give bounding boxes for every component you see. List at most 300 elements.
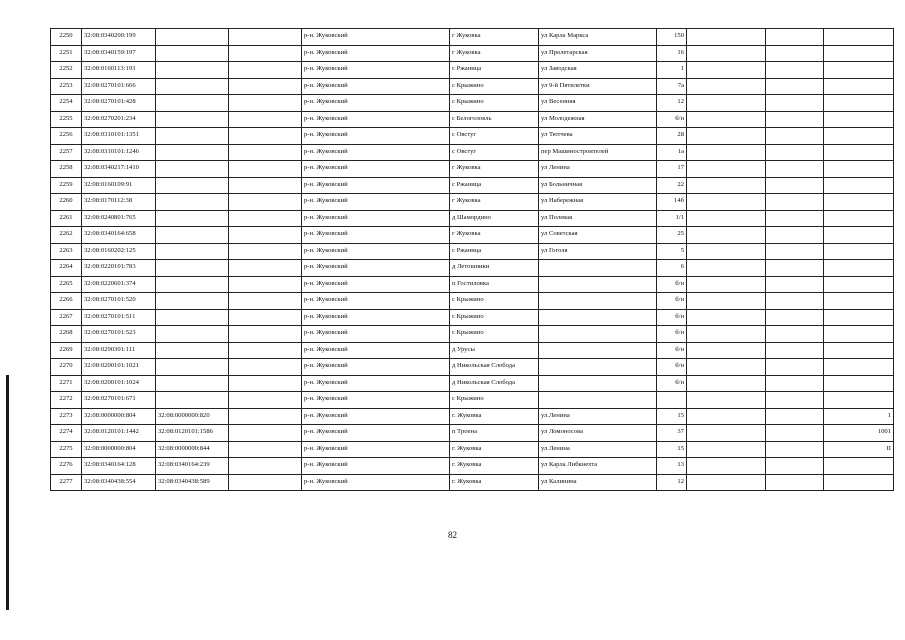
cell-cadastral-number: 32:08:0270101:671: [82, 392, 156, 409]
table-row: [51, 78, 894, 95]
cell-related-cadastral-number: [156, 78, 229, 95]
cell-house-number: 14б: [657, 194, 687, 211]
cell-district: р-н. Жуковский: [302, 45, 450, 62]
cell-cadastral-number: 32:08:0160202:125: [82, 243, 156, 260]
table-row: [51, 342, 894, 359]
cell-extra-column: [229, 95, 302, 112]
cell-column-11: [824, 95, 894, 112]
cell-row-number: 2272: [51, 392, 82, 409]
cell-district: р-н. Жуковский: [302, 62, 450, 79]
cell-extra-column: [229, 474, 302, 491]
cell-street: ул Карла Маркса: [539, 29, 657, 46]
cell-district: р-н. Жуковский: [302, 309, 450, 326]
cell-column-11: 1: [824, 408, 894, 425]
cell-district: р-н. Жуковский: [302, 210, 450, 227]
cell-row-number: 2255: [51, 111, 82, 128]
table-row: [51, 408, 894, 425]
cell-settlement: д Никольская Слобода: [450, 375, 539, 392]
cell-row-number: 2259: [51, 177, 82, 194]
cell-extra-column: [229, 45, 302, 62]
cell-cadastral-number: 32:08:0220601:374: [82, 276, 156, 293]
cell-street: ул Пролетарская: [539, 45, 657, 62]
cell-column-10: [766, 210, 824, 227]
cell-house-number: 28: [657, 128, 687, 145]
cell-column-11: [824, 260, 894, 277]
cell-settlement: с Крыжино: [450, 95, 539, 112]
cell-related-cadastral-number: [156, 29, 229, 46]
cell-street: [539, 276, 657, 293]
cell-district: р-н. Жуковский: [302, 243, 450, 260]
cell-street: ул Калинина: [539, 474, 657, 491]
cell-house-number: 15: [657, 408, 687, 425]
cell-column-9: [687, 342, 766, 359]
cell-column-10: [766, 29, 824, 46]
cell-street: ул Ленина: [539, 161, 657, 178]
cell-column-9: [687, 111, 766, 128]
cell-settlement: г. Жуковка: [450, 458, 539, 475]
cell-street: [539, 342, 657, 359]
cell-column-11: [824, 293, 894, 310]
cell-settlement: с Овстуг: [450, 144, 539, 161]
cell-extra-column: [229, 309, 302, 326]
cell-cadastral-number: 32:08:0340164:128: [82, 458, 156, 475]
cell-street: ул Советская: [539, 227, 657, 244]
cell-street: [539, 326, 657, 343]
cell-street: ул Полевая: [539, 210, 657, 227]
cell-extra-column: [229, 293, 302, 310]
cell-street: ул Заводская: [539, 62, 657, 79]
cell-related-cadastral-number: [156, 95, 229, 112]
cell-row-number: 2251: [51, 45, 82, 62]
cell-row-number: 2266: [51, 293, 82, 310]
cell-column-11: II: [824, 441, 894, 458]
cell-district: р-н. Жуковский: [302, 293, 450, 310]
cell-column-9: [687, 359, 766, 376]
cell-district: р-н. Жуковский: [302, 29, 450, 46]
cell-column-10: [766, 144, 824, 161]
cell-cadastral-number: 32:08:0220101:783: [82, 260, 156, 277]
cell-settlement: д Урусы: [450, 342, 539, 359]
cell-street: пер Машиностроителей: [539, 144, 657, 161]
cell-related-cadastral-number: [156, 359, 229, 376]
cell-house-number: 5: [657, 243, 687, 260]
cell-street: [539, 375, 657, 392]
cell-street: [539, 309, 657, 326]
cell-column-11: [824, 194, 894, 211]
cell-related-cadastral-number: [156, 62, 229, 79]
cell-column-11: [824, 227, 894, 244]
cell-cadastral-number: 32:08:0270201:234: [82, 111, 156, 128]
cell-extra-column: [229, 458, 302, 475]
cell-column-9: [687, 161, 766, 178]
cell-settlement: с Ржаница: [450, 243, 539, 260]
cell-house-number: б/н: [657, 293, 687, 310]
cell-column-9: [687, 210, 766, 227]
cell-street: [539, 359, 657, 376]
cell-extra-column: [229, 210, 302, 227]
table-row: [51, 227, 894, 244]
table-row: [51, 474, 894, 491]
cell-column-11: [824, 45, 894, 62]
cell-house-number: б/н: [657, 326, 687, 343]
cell-house-number: 6: [657, 260, 687, 277]
table-row: [51, 425, 894, 442]
cell-related-cadastral-number: [156, 276, 229, 293]
cell-related-cadastral-number: [156, 227, 229, 244]
cell-row-number: 2258: [51, 161, 82, 178]
cell-row-number: 2252: [51, 62, 82, 79]
cell-settlement: г Жуковка: [450, 227, 539, 244]
cell-extra-column: [229, 78, 302, 95]
cell-house-number: 15: [657, 441, 687, 458]
cell-settlement: д Шамордино: [450, 210, 539, 227]
cell-column-11: [824, 458, 894, 475]
cell-cadastral-number: 32:08:0270101:523: [82, 326, 156, 343]
cell-column-9: [687, 326, 766, 343]
cell-district: р-н. Жуковский: [302, 144, 450, 161]
cell-column-10: [766, 62, 824, 79]
table-row: [51, 293, 894, 310]
cell-extra-column: [229, 194, 302, 211]
cell-column-9: [687, 375, 766, 392]
cell-column-10: [766, 342, 824, 359]
cell-related-cadastral-number: [156, 392, 229, 409]
cell-row-number: 2267: [51, 309, 82, 326]
table-row: [51, 111, 894, 128]
cell-cadastral-number: 32:08:0240801:765: [82, 210, 156, 227]
cell-settlement: с Ржаница: [450, 62, 539, 79]
cell-street: [539, 260, 657, 277]
table-row: [51, 177, 894, 194]
cell-district: р-н. Жуковский: [302, 326, 450, 343]
cell-district: р-н. Жуковский: [302, 276, 450, 293]
cell-district: р-н. Жуковский: [302, 111, 450, 128]
cell-column-10: [766, 194, 824, 211]
cell-column-10: [766, 408, 824, 425]
cell-column-10: [766, 260, 824, 277]
cell-house-number: 37: [657, 425, 687, 442]
cell-column-9: [687, 441, 766, 458]
cell-column-9: [687, 392, 766, 409]
cell-column-11: [824, 144, 894, 161]
cell-district: р-н. Жуковский: [302, 441, 450, 458]
cell-column-9: [687, 194, 766, 211]
cell-house-number: [657, 392, 687, 409]
registry-table: [50, 28, 894, 491]
cell-cadastral-number: 32:08:0340217:1410: [82, 161, 156, 178]
cell-district: р-н. Жуковский: [302, 227, 450, 244]
cell-settlement: п Гостиловка: [450, 276, 539, 293]
cell-row-number: 2269: [51, 342, 82, 359]
cell-column-11: [824, 375, 894, 392]
cell-column-10: [766, 177, 824, 194]
cell-house-number: 1/1: [657, 210, 687, 227]
cell-cadastral-number: 32:08:0270101:511: [82, 309, 156, 326]
cell-settlement: г. Жуковка: [450, 408, 539, 425]
cell-column-9: [687, 177, 766, 194]
cell-street: [539, 293, 657, 310]
cell-extra-column: [229, 359, 302, 376]
cell-column-10: [766, 276, 824, 293]
table-row: [51, 128, 894, 145]
cell-column-11: [824, 62, 894, 79]
cell-cadastral-number: 32:08:0270101:520: [82, 293, 156, 310]
cell-column-11: [824, 111, 894, 128]
cell-column-9: [687, 260, 766, 277]
cell-column-10: [766, 293, 824, 310]
cell-column-9: [687, 276, 766, 293]
cell-column-10: [766, 243, 824, 260]
cell-settlement: г. Жуковка: [450, 441, 539, 458]
cell-column-10: [766, 128, 824, 145]
cell-settlement: г Жуковка: [450, 194, 539, 211]
cell-related-cadastral-number: [156, 260, 229, 277]
cell-column-11: [824, 474, 894, 491]
table-row: [51, 210, 894, 227]
cell-extra-column: [229, 441, 302, 458]
table-row: [51, 95, 894, 112]
cell-column-9: [687, 243, 766, 260]
cell-street: ул 9-й Пятилетки: [539, 78, 657, 95]
cell-column-9: [687, 458, 766, 475]
cell-district: р-н. Жуковский: [302, 458, 450, 475]
cell-related-cadastral-number: [156, 144, 229, 161]
table-row: [51, 62, 894, 79]
cell-column-9: [687, 408, 766, 425]
table-row: [51, 326, 894, 343]
table-row: [51, 375, 894, 392]
cell-district: р-н. Жуковский: [302, 425, 450, 442]
cell-column-10: [766, 458, 824, 475]
cell-street: ул Больничная: [539, 177, 657, 194]
cell-row-number: 2265: [51, 276, 82, 293]
cell-cadastral-number: 32:08:0120101:1442: [82, 425, 156, 442]
cell-related-cadastral-number: [156, 309, 229, 326]
cell-settlement: д Летошники: [450, 260, 539, 277]
cell-column-11: [824, 342, 894, 359]
cell-cadastral-number: 32:08:0340438:554: [82, 474, 156, 491]
cell-extra-column: [229, 260, 302, 277]
cell-column-9: [687, 128, 766, 145]
cell-street: [539, 392, 657, 409]
cell-related-cadastral-number: [156, 177, 229, 194]
cell-house-number: б/н: [657, 309, 687, 326]
cell-row-number: 2268: [51, 326, 82, 343]
cell-column-9: [687, 45, 766, 62]
cell-district: р-н. Жуковский: [302, 359, 450, 376]
cell-related-cadastral-number: 32:08:0000000:820: [156, 408, 229, 425]
cell-row-number: 2263: [51, 243, 82, 260]
cell-cadastral-number: 32:08:0340200:199: [82, 29, 156, 46]
cell-cadastral-number: 32:08:0170112:38: [82, 194, 156, 211]
cell-street: ул.Ленина: [539, 408, 657, 425]
cell-house-number: 1: [657, 62, 687, 79]
cell-row-number: 2274: [51, 425, 82, 442]
cell-row-number: 2277: [51, 474, 82, 491]
table-body: [51, 29, 894, 491]
cell-extra-column: [229, 243, 302, 260]
cell-extra-column: [229, 62, 302, 79]
cell-house-number: 17: [657, 161, 687, 178]
cell-street: ул Ломоносова: [539, 425, 657, 442]
cell-column-10: [766, 474, 824, 491]
cell-extra-column: [229, 161, 302, 178]
cell-row-number: 2260: [51, 194, 82, 211]
cell-related-cadastral-number: [156, 243, 229, 260]
cell-street: ул Карла Либкнехта: [539, 458, 657, 475]
cell-column-10: [766, 227, 824, 244]
table-row: [51, 161, 894, 178]
cell-district: р-н. Жуковский: [302, 375, 450, 392]
cell-settlement: с Белоголовль: [450, 111, 539, 128]
cell-house-number: 12: [657, 95, 687, 112]
cell-cadastral-number: 32:08:0340164:658: [82, 227, 156, 244]
cell-cadastral-number: 32:08:0000000:804: [82, 441, 156, 458]
cell-cadastral-number: 32:08:0270101:666: [82, 78, 156, 95]
cell-cadastral-number: 32:08:0200101:1021: [82, 359, 156, 376]
cell-column-11: [824, 243, 894, 260]
scan-edge-mark: [6, 375, 9, 610]
cell-extra-column: [229, 326, 302, 343]
cell-related-cadastral-number: [156, 111, 229, 128]
cell-column-9: [687, 425, 766, 442]
cell-row-number: 2254: [51, 95, 82, 112]
cell-related-cadastral-number: 32:08:0340164:239: [156, 458, 229, 475]
table-row: [51, 392, 894, 409]
cell-house-number: б/н: [657, 276, 687, 293]
cell-column-9: [687, 62, 766, 79]
cell-extra-column: [229, 276, 302, 293]
cell-column-11: [824, 78, 894, 95]
cell-row-number: 2257: [51, 144, 82, 161]
cell-column-11: [824, 309, 894, 326]
cell-column-11: [824, 177, 894, 194]
cell-house-number: 16: [657, 45, 687, 62]
cell-cadastral-number: 32:08:0270101:428: [82, 95, 156, 112]
table-row: [51, 144, 894, 161]
cell-extra-column: [229, 111, 302, 128]
cell-column-9: [687, 474, 766, 491]
cell-column-10: [766, 78, 824, 95]
cell-column-11: 1001: [824, 425, 894, 442]
cell-house-number: 1а: [657, 144, 687, 161]
cell-related-cadastral-number: [156, 293, 229, 310]
table-row: [51, 359, 894, 376]
cell-column-10: [766, 425, 824, 442]
table-row: [51, 194, 894, 211]
cell-street: ул Весенняя: [539, 95, 657, 112]
table-row: [51, 45, 894, 62]
cell-district: р-н. Жуковский: [302, 408, 450, 425]
cell-related-cadastral-number: [156, 45, 229, 62]
cell-column-10: [766, 95, 824, 112]
cell-related-cadastral-number: [156, 326, 229, 343]
cell-related-cadastral-number: 32:08:0000000:844: [156, 441, 229, 458]
cell-column-10: [766, 45, 824, 62]
cell-row-number: 2264: [51, 260, 82, 277]
cell-cadastral-number: 32:08:0290301:111: [82, 342, 156, 359]
cell-column-10: [766, 161, 824, 178]
cell-settlement: г Жуковка: [450, 161, 539, 178]
cell-house-number: б/н: [657, 111, 687, 128]
table-row: [51, 260, 894, 277]
cell-row-number: 2273: [51, 408, 82, 425]
cell-extra-column: [229, 29, 302, 46]
cell-extra-column: [229, 375, 302, 392]
cell-cadastral-number: 32:08:0310101:1351: [82, 128, 156, 145]
cell-related-cadastral-number: 32:08:0120101:1586: [156, 425, 229, 442]
cell-house-number: 12: [657, 474, 687, 491]
cell-settlement: г. Жуковка: [450, 474, 539, 491]
cell-district: р-н. Жуковский: [302, 194, 450, 211]
cell-column-11: [824, 210, 894, 227]
table-row: [51, 243, 894, 260]
page-number: 82: [448, 530, 457, 540]
cell-district: р-н. Жуковский: [302, 342, 450, 359]
cell-street: ул.Ленина: [539, 441, 657, 458]
cell-extra-column: [229, 342, 302, 359]
cell-row-number: 2275: [51, 441, 82, 458]
cell-column-10: [766, 309, 824, 326]
cell-row-number: 2271: [51, 375, 82, 392]
cell-extra-column: [229, 227, 302, 244]
cell-district: р-н. Жуковский: [302, 95, 450, 112]
cell-column-11: [824, 128, 894, 145]
cell-related-cadastral-number: [156, 194, 229, 211]
cell-extra-column: [229, 128, 302, 145]
cell-settlement: д Никольская Слобода: [450, 359, 539, 376]
cell-column-9: [687, 144, 766, 161]
cell-district: р-н. Жуковский: [302, 128, 450, 145]
cell-column-9: [687, 78, 766, 95]
cell-settlement: с Крыжино: [450, 392, 539, 409]
cell-column-10: [766, 326, 824, 343]
cell-extra-column: [229, 392, 302, 409]
cell-column-11: [824, 29, 894, 46]
cell-house-number: 150: [657, 29, 687, 46]
cell-settlement: с Крыжино: [450, 326, 539, 343]
cell-column-10: [766, 111, 824, 128]
cell-row-number: 2253: [51, 78, 82, 95]
cell-house-number: б/н: [657, 359, 687, 376]
cell-related-cadastral-number: [156, 210, 229, 227]
cell-settlement: с Крыжино: [450, 293, 539, 310]
cell-extra-column: [229, 144, 302, 161]
cell-district: р-н. Жуковский: [302, 78, 450, 95]
cell-settlement: г Жуковка: [450, 45, 539, 62]
cell-column-9: [687, 29, 766, 46]
table-row: [51, 441, 894, 458]
cell-settlement: с Крыжино: [450, 78, 539, 95]
cell-house-number: 22: [657, 177, 687, 194]
cell-street: ул Молодежная: [539, 111, 657, 128]
cell-district: р-н. Жуковский: [302, 161, 450, 178]
cell-district: р-н. Жуковский: [302, 392, 450, 409]
cell-house-number: б/н: [657, 375, 687, 392]
cell-related-cadastral-number: [156, 342, 229, 359]
cell-related-cadastral-number: [156, 375, 229, 392]
cell-street: ул Тютчева: [539, 128, 657, 145]
cell-row-number: 2256: [51, 128, 82, 145]
cell-settlement: п Троена: [450, 425, 539, 442]
cell-row-number: 2250: [51, 29, 82, 46]
cell-district: р-н. Жуковский: [302, 260, 450, 277]
cell-house-number: 25: [657, 227, 687, 244]
cell-row-number: 2270: [51, 359, 82, 376]
table-row: [51, 29, 894, 46]
cell-row-number: 2261: [51, 210, 82, 227]
cell-column-10: [766, 392, 824, 409]
